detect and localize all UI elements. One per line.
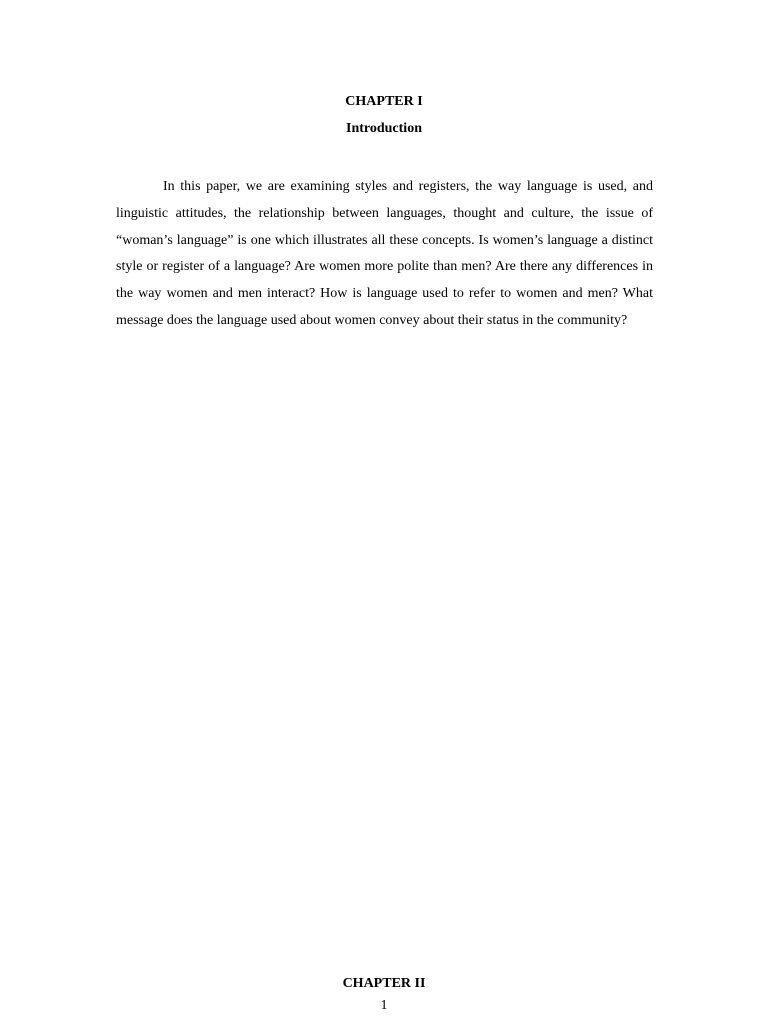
intro-paragraph: In this paper, we are examining styles and registers, the way language is used, and linguistic attitudes, the relationship between languages, thought and culture, the issue of “woman’s language” is one which illustrates all these concepts. Is women’s language a distinct style or register of a language? Are women more polite than men? Are there any differences in the way women and men interact? How is language used to refer to women and men? What message does the language used about women convey about their status in the community? <box>116 179 653 328</box>
next-chapter-title: CHAPTER II <box>342 976 426 991</box>
chapter-title: CHAPTER I <box>345 94 423 109</box>
section-title: Introduction <box>346 121 422 136</box>
page-number: 1 <box>380 998 388 1013</box>
